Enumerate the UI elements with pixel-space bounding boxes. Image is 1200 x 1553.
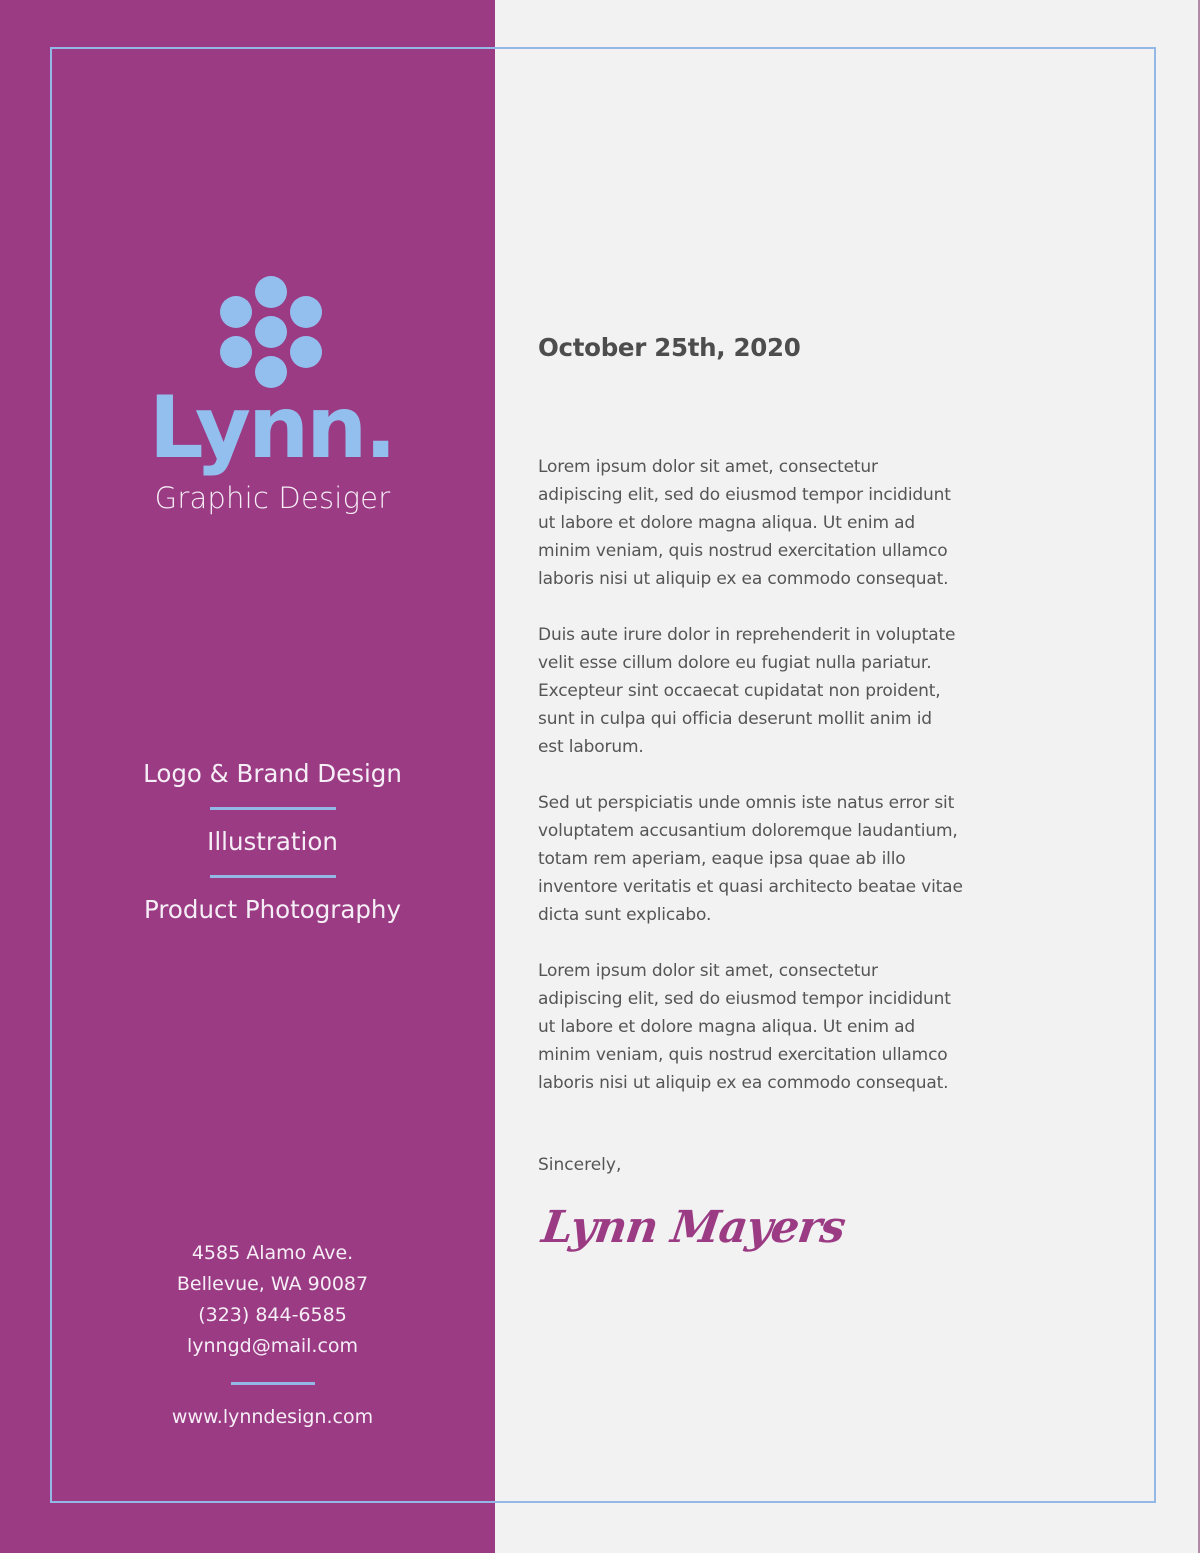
service-item: Logo & Brand Design (143, 759, 402, 788)
logo-dot (220, 296, 252, 328)
closing-salutation: Sincerely, (538, 1155, 622, 1175)
address-line-1: 4585 Alamo Ave. (191, 1242, 354, 1264)
contact-block (0, 1238, 545, 1433)
text-line: velit esse cillum dolore eu fugiat nulla pariatur. (538, 653, 932, 673)
services-list (0, 755, 545, 929)
text-line: minim veniam, quis nostrud exercitation ullamco (538, 1045, 948, 1065)
sidebar-panel (0, 0, 495, 1553)
text-line: adipiscing elit, sed do eiusmod tempor incididunt (538, 989, 951, 1009)
text-line: adipiscing elit, sed do eiusmod tempor incididunt (538, 485, 951, 505)
logo-dot (255, 316, 287, 348)
flower-dots-icon (0, 0, 495, 400)
text-line: dicta sunt explicabo. (538, 905, 712, 925)
text-line: sunt in culpa qui officia deserunt mollit anim id (538, 709, 932, 729)
letter-date: October 25th, 2020 (538, 333, 801, 362)
text-line: Lorem ipsum dolor sit amet, consectetur (538, 961, 878, 981)
letter-body (538, 453, 1058, 1125)
brand-name (0, 378, 545, 478)
text-line: voluptatem accusantium doloremque laudantium, (538, 821, 958, 841)
brand-name-text: Lynn. (148, 378, 395, 478)
logo-dot (220, 336, 252, 368)
email-address: lynngd@mail.com (186, 1335, 359, 1357)
text-line: laboris nisi ut aliquip ex ea commodo consequat. (538, 569, 949, 589)
divider (210, 875, 336, 878)
text-line: Duis aute irure dolor in reprehenderit in voluptate (538, 625, 956, 645)
text-line: ut labore et dolore magna aliqua. Ut enim ad (538, 513, 916, 533)
service-item: Product Photography (144, 895, 401, 924)
website-url: www.lynndesign.com (171, 1406, 374, 1428)
text-line: inventore veritatis et quasi architecto beatae vitae (538, 877, 963, 897)
text-line: Sed ut perspiciatis unde omnis iste natus error sit (538, 793, 955, 813)
address-line-2: Bellevue, WA 90087 (176, 1273, 369, 1295)
phone-number: (323) 844-6585 (198, 1304, 347, 1326)
text-line: laboris nisi ut aliquip ex ea commodo consequat. (538, 1073, 949, 1093)
logo-dot (290, 336, 322, 368)
paragraph (538, 453, 1058, 593)
paragraph (538, 789, 1058, 929)
text-line: est laborum. (538, 737, 644, 757)
signature: Lynn Mayers (538, 1202, 848, 1253)
paragraph (538, 621, 1058, 761)
text-line: ut labore et dolore magna aliqua. Ut enim ad (538, 1017, 916, 1037)
text-line: Excepteur sint occaecat cupidatat non proident, (538, 681, 941, 701)
text-line: totam rem aperiam, eaque ipsa quae ab illo (538, 849, 906, 869)
paragraph (538, 957, 1058, 1097)
logo-dot (255, 276, 287, 308)
logo-dot (290, 296, 322, 328)
divider (210, 807, 336, 810)
text-line: minim veniam, quis nostrud exercitation ullamco (538, 541, 948, 561)
service-item: Illustration (207, 827, 338, 856)
text-line: Lorem ipsum dolor sit amet, consectetur (538, 457, 878, 477)
divider (231, 1382, 315, 1385)
brand-title: Graphic Desiger (154, 481, 391, 515)
